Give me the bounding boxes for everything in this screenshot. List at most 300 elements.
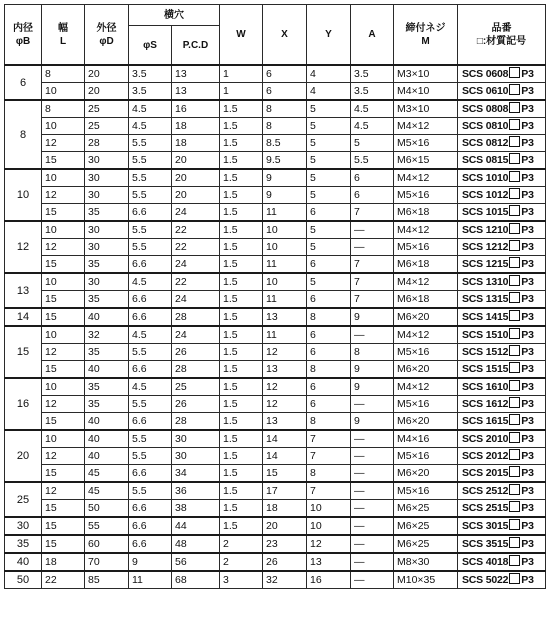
table-row bbox=[5, 396, 546, 413]
part-number-prefix: SCS 1210 bbox=[462, 224, 509, 236]
material-code-box-icon bbox=[509, 519, 520, 530]
material-code-box-icon bbox=[509, 414, 520, 425]
part-number-prefix: SCS 1315 bbox=[462, 293, 509, 305]
hole-diameter-cell: 6.6 bbox=[129, 361, 172, 379]
pcd-cell: 24 bbox=[172, 326, 220, 344]
part-number-cell bbox=[458, 187, 546, 204]
a-cell: — bbox=[351, 517, 394, 535]
pcd-cell: 24 bbox=[172, 256, 220, 274]
screw-cell: M6×25 bbox=[394, 500, 458, 518]
part-number-prefix: SCS 3015 bbox=[462, 520, 509, 532]
x-cell: 20 bbox=[263, 517, 307, 535]
part-number-suffix: P3 bbox=[521, 293, 534, 305]
w-cell: 1.5 bbox=[220, 118, 263, 135]
bore-cell: 8 bbox=[5, 100, 42, 169]
part-number-prefix: SCS 1015 bbox=[462, 206, 509, 218]
w-cell: 1 bbox=[220, 83, 263, 101]
screw-cell: M5×16 bbox=[394, 239, 458, 256]
outer-diameter-cell: 30 bbox=[85, 221, 129, 239]
header-w: W bbox=[220, 5, 263, 66]
screw-cell: M10×35 bbox=[394, 571, 458, 589]
screw-cell: M5×16 bbox=[394, 344, 458, 361]
x-cell: 12 bbox=[263, 378, 307, 396]
part-number-cell bbox=[458, 65, 546, 83]
material-code-box-icon bbox=[509, 102, 520, 113]
part-number-cell bbox=[458, 571, 546, 589]
table-row bbox=[5, 465, 546, 483]
a-cell: — bbox=[351, 221, 394, 239]
pcd-cell: 18 bbox=[172, 135, 220, 152]
pcd-cell: 44 bbox=[172, 517, 220, 535]
table-row bbox=[5, 430, 546, 448]
outer-diameter-cell: 30 bbox=[85, 273, 129, 291]
y-cell: 7 bbox=[307, 448, 351, 465]
screw-cell: M5×16 bbox=[394, 187, 458, 204]
part-number-prefix: SCS 2010 bbox=[462, 433, 509, 445]
material-code-box-icon bbox=[509, 84, 520, 95]
y-cell: 16 bbox=[307, 571, 351, 589]
header-pcd: P.C.D bbox=[172, 26, 220, 66]
screw-cell: M6×15 bbox=[394, 152, 458, 170]
y-cell: 6 bbox=[307, 344, 351, 361]
x-cell: 12 bbox=[263, 344, 307, 361]
pcd-cell: 22 bbox=[172, 273, 220, 291]
y-cell: 7 bbox=[307, 430, 351, 448]
screw-cell: M3×10 bbox=[394, 65, 458, 83]
hole-diameter-cell: 5.5 bbox=[129, 430, 172, 448]
pcd-cell: 24 bbox=[172, 291, 220, 309]
hole-diameter-cell: 6.6 bbox=[129, 308, 172, 326]
screw-cell: M6×20 bbox=[394, 465, 458, 483]
table-row bbox=[5, 256, 546, 274]
table-row bbox=[5, 448, 546, 465]
y-cell: 6 bbox=[307, 291, 351, 309]
y-cell: 5 bbox=[307, 187, 351, 204]
width-cell: 8 bbox=[42, 65, 85, 83]
y-cell: 4 bbox=[307, 65, 351, 83]
width-cell: 15 bbox=[42, 500, 85, 518]
material-code-box-icon bbox=[509, 153, 520, 164]
part-number-prefix: SCS 1010 bbox=[462, 172, 509, 184]
pcd-cell: 20 bbox=[172, 152, 220, 170]
part-number-suffix: P3 bbox=[521, 276, 534, 288]
x-cell: 14 bbox=[263, 448, 307, 465]
part-number-cell bbox=[458, 448, 546, 465]
width-cell: 10 bbox=[42, 326, 85, 344]
width-cell: 18 bbox=[42, 553, 85, 571]
screw-cell: M6×18 bbox=[394, 291, 458, 309]
y-cell: 5 bbox=[307, 118, 351, 135]
part-number-suffix: P3 bbox=[521, 502, 534, 514]
w-cell: 1.5 bbox=[220, 256, 263, 274]
x-cell: 8 bbox=[263, 118, 307, 135]
material-code-box-icon bbox=[509, 67, 520, 78]
screw-cell: M4×12 bbox=[394, 169, 458, 187]
w-cell: 1.5 bbox=[220, 187, 263, 204]
hole-diameter-cell: 4.5 bbox=[129, 326, 172, 344]
material-code-box-icon bbox=[509, 573, 520, 584]
x-cell: 12 bbox=[263, 396, 307, 413]
part-number-cell bbox=[458, 344, 546, 361]
part-number-suffix: P3 bbox=[521, 363, 534, 375]
outer-diameter-cell: 85 bbox=[85, 571, 129, 589]
outer-diameter-cell: 60 bbox=[85, 535, 129, 553]
outer-diameter-cell: 30 bbox=[85, 169, 129, 187]
part-number-suffix: P3 bbox=[521, 241, 534, 253]
w-cell: 3 bbox=[220, 571, 263, 589]
header-hole-diameter: φS bbox=[129, 26, 172, 66]
part-number-suffix: P3 bbox=[521, 85, 534, 97]
a-cell: — bbox=[351, 448, 394, 465]
part-number-cell bbox=[458, 482, 546, 500]
y-cell: 13 bbox=[307, 553, 351, 571]
hole-diameter-cell: 5.5 bbox=[129, 135, 172, 152]
table-header bbox=[5, 5, 546, 66]
width-cell: 12 bbox=[42, 239, 85, 256]
outer-diameter-cell: 35 bbox=[85, 396, 129, 413]
part-number-cell bbox=[458, 465, 546, 483]
material-code-box-icon bbox=[509, 432, 520, 443]
part-number-cell bbox=[458, 221, 546, 239]
part-number-suffix: P3 bbox=[521, 485, 534, 497]
y-cell: 7 bbox=[307, 482, 351, 500]
material-code-box-icon bbox=[509, 484, 520, 495]
w-cell: 1.5 bbox=[220, 239, 263, 256]
material-code-box-icon bbox=[509, 501, 520, 512]
pcd-cell: 28 bbox=[172, 308, 220, 326]
part-number-cell bbox=[458, 308, 546, 326]
width-cell: 10 bbox=[42, 83, 85, 101]
x-cell: 10 bbox=[263, 273, 307, 291]
part-number-suffix: P3 bbox=[521, 206, 534, 218]
screw-cell: M6×18 bbox=[394, 256, 458, 274]
part-number-prefix: SCS 1012 bbox=[462, 189, 509, 201]
part-number-suffix: P3 bbox=[521, 538, 534, 550]
hole-diameter-cell: 4.5 bbox=[129, 378, 172, 396]
table-row bbox=[5, 239, 546, 256]
part-number-suffix: P3 bbox=[521, 556, 534, 568]
pcd-cell: 13 bbox=[172, 83, 220, 101]
part-number-prefix: SCS 4018 bbox=[462, 556, 509, 568]
x-cell: 11 bbox=[263, 291, 307, 309]
part-number-suffix: P3 bbox=[521, 137, 534, 149]
screw-cell: M6×25 bbox=[394, 535, 458, 553]
a-cell: — bbox=[351, 396, 394, 413]
pcd-cell: 48 bbox=[172, 535, 220, 553]
material-code-box-icon bbox=[509, 223, 520, 234]
x-cell: 13 bbox=[263, 413, 307, 431]
a-cell: — bbox=[351, 535, 394, 553]
hole-diameter-cell: 6.6 bbox=[129, 465, 172, 483]
outer-diameter-cell: 25 bbox=[85, 118, 129, 135]
width-cell: 15 bbox=[42, 152, 85, 170]
part-number-prefix: SCS 1515 bbox=[462, 363, 509, 375]
width-cell: 12 bbox=[42, 396, 85, 413]
hole-diameter-cell: 9 bbox=[129, 553, 172, 571]
material-code-box-icon bbox=[509, 275, 520, 286]
outer-diameter-cell: 50 bbox=[85, 500, 129, 518]
outer-diameter-cell: 35 bbox=[85, 291, 129, 309]
width-cell: 10 bbox=[42, 273, 85, 291]
header-x: X bbox=[263, 5, 307, 66]
a-cell: 9 bbox=[351, 413, 394, 431]
a-cell: — bbox=[351, 553, 394, 571]
screw-cell: M4×12 bbox=[394, 378, 458, 396]
w-cell: 1.5 bbox=[220, 430, 263, 448]
part-number-cell bbox=[458, 239, 546, 256]
w-cell: 1.5 bbox=[220, 482, 263, 500]
y-cell: 5 bbox=[307, 152, 351, 170]
hole-diameter-cell: 5.5 bbox=[129, 169, 172, 187]
pcd-cell: 22 bbox=[172, 221, 220, 239]
hole-diameter-cell: 5.5 bbox=[129, 152, 172, 170]
pcd-cell: 26 bbox=[172, 396, 220, 413]
part-number-prefix: SCS 0815 bbox=[462, 154, 509, 166]
outer-diameter-cell: 40 bbox=[85, 448, 129, 465]
w-cell: 1.5 bbox=[220, 326, 263, 344]
width-cell: 15 bbox=[42, 256, 85, 274]
a-cell: — bbox=[351, 500, 394, 518]
outer-diameter-cell: 40 bbox=[85, 308, 129, 326]
w-cell: 1.5 bbox=[220, 204, 263, 222]
a-cell: — bbox=[351, 326, 394, 344]
screw-cell: M6×25 bbox=[394, 517, 458, 535]
table-row bbox=[5, 291, 546, 309]
part-number-cell bbox=[458, 256, 546, 274]
outer-diameter-cell: 40 bbox=[85, 413, 129, 431]
a-cell: 6 bbox=[351, 169, 394, 187]
part-number-cell bbox=[458, 100, 546, 118]
y-cell: 8 bbox=[307, 308, 351, 326]
pcd-cell: 30 bbox=[172, 448, 220, 465]
x-cell: 8.5 bbox=[263, 135, 307, 152]
table-row bbox=[5, 273, 546, 291]
table-row bbox=[5, 517, 546, 535]
part-number-prefix: SCS 0810 bbox=[462, 120, 509, 132]
part-number-prefix: SCS 5022 bbox=[462, 574, 509, 586]
x-cell: 8 bbox=[263, 100, 307, 118]
material-code-box-icon bbox=[509, 466, 520, 477]
table-row bbox=[5, 535, 546, 553]
y-cell: 4 bbox=[307, 83, 351, 101]
bore-cell: 15 bbox=[5, 326, 42, 378]
outer-diameter-cell: 35 bbox=[85, 344, 129, 361]
part-number-prefix: SCS 2515 bbox=[462, 502, 509, 514]
bore-cell: 12 bbox=[5, 221, 42, 273]
material-code-box-icon bbox=[509, 449, 520, 460]
hole-diameter-cell: 6.6 bbox=[129, 204, 172, 222]
a-cell: 3.5 bbox=[351, 83, 394, 101]
material-code-box-icon bbox=[509, 345, 520, 356]
bore-cell: 16 bbox=[5, 378, 42, 430]
table-row bbox=[5, 135, 546, 152]
width-cell: 8 bbox=[42, 100, 85, 118]
part-number-prefix: SCS 1615 bbox=[462, 415, 509, 427]
part-number-suffix: P3 bbox=[521, 172, 534, 184]
bore-cell: 25 bbox=[5, 482, 42, 517]
table-row bbox=[5, 553, 546, 571]
w-cell: 1.5 bbox=[220, 361, 263, 379]
material-code-box-icon bbox=[509, 310, 520, 321]
y-cell: 6 bbox=[307, 256, 351, 274]
outer-diameter-cell: 35 bbox=[85, 204, 129, 222]
outer-diameter-cell: 25 bbox=[85, 100, 129, 118]
width-cell: 10 bbox=[42, 221, 85, 239]
material-code-box-icon bbox=[509, 292, 520, 303]
width-cell: 22 bbox=[42, 571, 85, 589]
width-cell: 15 bbox=[42, 361, 85, 379]
w-cell: 1.5 bbox=[220, 378, 263, 396]
w-cell: 1.5 bbox=[220, 413, 263, 431]
hole-diameter-cell: 6.6 bbox=[129, 517, 172, 535]
bore-cell: 20 bbox=[5, 430, 42, 482]
bore-cell: 30 bbox=[5, 517, 42, 535]
part-number-cell bbox=[458, 535, 546, 553]
material-code-box-icon bbox=[509, 257, 520, 268]
a-cell: 4.5 bbox=[351, 118, 394, 135]
x-cell: 13 bbox=[263, 308, 307, 326]
material-code-box-icon bbox=[509, 328, 520, 339]
screw-cell: M4×12 bbox=[394, 326, 458, 344]
a-cell: 5.5 bbox=[351, 152, 394, 170]
outer-diameter-cell: 32 bbox=[85, 326, 129, 344]
part-number-suffix: P3 bbox=[521, 415, 534, 427]
w-cell: 1.5 bbox=[220, 100, 263, 118]
part-number-cell bbox=[458, 517, 546, 535]
screw-cell: M4×16 bbox=[394, 430, 458, 448]
part-number-suffix: P3 bbox=[521, 574, 534, 586]
a-cell: 7 bbox=[351, 291, 394, 309]
w-cell: 1.5 bbox=[220, 135, 263, 152]
w-cell: 1.5 bbox=[220, 396, 263, 413]
pcd-cell: 28 bbox=[172, 413, 220, 431]
part-number-cell bbox=[458, 169, 546, 187]
width-cell: 12 bbox=[42, 187, 85, 204]
header-a: A bbox=[351, 5, 394, 66]
header-screw: 締付ネジ M bbox=[394, 5, 458, 66]
table-row bbox=[5, 482, 546, 500]
part-number-prefix: SCS 1212 bbox=[462, 241, 509, 253]
part-number-prefix: SCS 1612 bbox=[462, 398, 509, 410]
pcd-cell: 20 bbox=[172, 169, 220, 187]
table-row bbox=[5, 308, 546, 326]
part-number-cell bbox=[458, 204, 546, 222]
a-cell: — bbox=[351, 571, 394, 589]
w-cell: 1.5 bbox=[220, 517, 263, 535]
hole-diameter-cell: 4.5 bbox=[129, 118, 172, 135]
table-row bbox=[5, 169, 546, 187]
outer-diameter-cell: 30 bbox=[85, 152, 129, 170]
y-cell: 6 bbox=[307, 204, 351, 222]
hole-diameter-cell: 5.5 bbox=[129, 221, 172, 239]
header-width: 幅 L bbox=[42, 5, 85, 66]
screw-cell: M4×10 bbox=[394, 83, 458, 101]
hole-diameter-cell: 6.6 bbox=[129, 500, 172, 518]
screw-cell: M6×18 bbox=[394, 204, 458, 222]
screw-cell: M4×12 bbox=[394, 118, 458, 135]
part-number-prefix: SCS 3515 bbox=[462, 538, 509, 550]
screw-cell: M5×16 bbox=[394, 396, 458, 413]
header-side-holes: 横穴 bbox=[129, 5, 220, 26]
width-cell: 15 bbox=[42, 204, 85, 222]
width-cell: 15 bbox=[42, 517, 85, 535]
part-number-prefix: SCS 1610 bbox=[462, 381, 509, 393]
w-cell: 1.5 bbox=[220, 291, 263, 309]
y-cell: 5 bbox=[307, 239, 351, 256]
part-number-suffix: P3 bbox=[521, 346, 534, 358]
x-cell: 13 bbox=[263, 361, 307, 379]
pcd-cell: 24 bbox=[172, 204, 220, 222]
a-cell: — bbox=[351, 430, 394, 448]
hole-diameter-cell: 5.5 bbox=[129, 482, 172, 500]
part-number-prefix: SCS 2012 bbox=[462, 450, 509, 462]
a-cell: 9 bbox=[351, 308, 394, 326]
header-y: Y bbox=[307, 5, 351, 66]
table-row bbox=[5, 500, 546, 518]
screw-cell: M6×20 bbox=[394, 308, 458, 326]
part-number-cell bbox=[458, 430, 546, 448]
pcd-cell: 16 bbox=[172, 100, 220, 118]
y-cell: 8 bbox=[307, 361, 351, 379]
pcd-cell: 26 bbox=[172, 344, 220, 361]
pcd-cell: 22 bbox=[172, 239, 220, 256]
part-number-prefix: SCS 0608 bbox=[462, 68, 509, 80]
screw-cell: M4×12 bbox=[394, 221, 458, 239]
part-number-suffix: P3 bbox=[521, 120, 534, 132]
part-number-suffix: P3 bbox=[521, 467, 534, 479]
outer-diameter-cell: 35 bbox=[85, 378, 129, 396]
hole-diameter-cell: 6.6 bbox=[129, 413, 172, 431]
hole-diameter-cell: 5.5 bbox=[129, 187, 172, 204]
width-cell: 10 bbox=[42, 430, 85, 448]
a-cell: 9 bbox=[351, 378, 394, 396]
pcd-cell: 13 bbox=[172, 65, 220, 83]
table-row bbox=[5, 378, 546, 396]
table-row bbox=[5, 361, 546, 379]
collar-spec-table bbox=[4, 4, 546, 589]
part-number-cell bbox=[458, 291, 546, 309]
outer-diameter-cell: 20 bbox=[85, 83, 129, 101]
x-cell: 6 bbox=[263, 65, 307, 83]
table-row bbox=[5, 83, 546, 101]
pcd-cell: 20 bbox=[172, 187, 220, 204]
part-number-suffix: P3 bbox=[521, 154, 534, 166]
y-cell: 5 bbox=[307, 273, 351, 291]
part-number-suffix: P3 bbox=[521, 520, 534, 532]
w-cell: 1.5 bbox=[220, 308, 263, 326]
table-row bbox=[5, 571, 546, 589]
a-cell: 6 bbox=[351, 187, 394, 204]
hole-diameter-cell: 6.6 bbox=[129, 256, 172, 274]
bore-cell: 35 bbox=[5, 535, 42, 553]
outer-diameter-cell: 55 bbox=[85, 517, 129, 535]
x-cell: 9.5 bbox=[263, 152, 307, 170]
pcd-cell: 18 bbox=[172, 118, 220, 135]
hole-diameter-cell: 5.5 bbox=[129, 344, 172, 361]
part-number-suffix: P3 bbox=[521, 433, 534, 445]
a-cell: 9 bbox=[351, 361, 394, 379]
x-cell: 9 bbox=[263, 169, 307, 187]
part-number-suffix: P3 bbox=[521, 398, 534, 410]
screw-cell: M5×16 bbox=[394, 135, 458, 152]
material-code-box-icon bbox=[509, 362, 520, 373]
bore-cell: 10 bbox=[5, 169, 42, 221]
hole-diameter-cell: 3.5 bbox=[129, 65, 172, 83]
a-cell: 5 bbox=[351, 135, 394, 152]
width-cell: 10 bbox=[42, 118, 85, 135]
table-body bbox=[5, 65, 546, 589]
part-number-cell bbox=[458, 135, 546, 152]
